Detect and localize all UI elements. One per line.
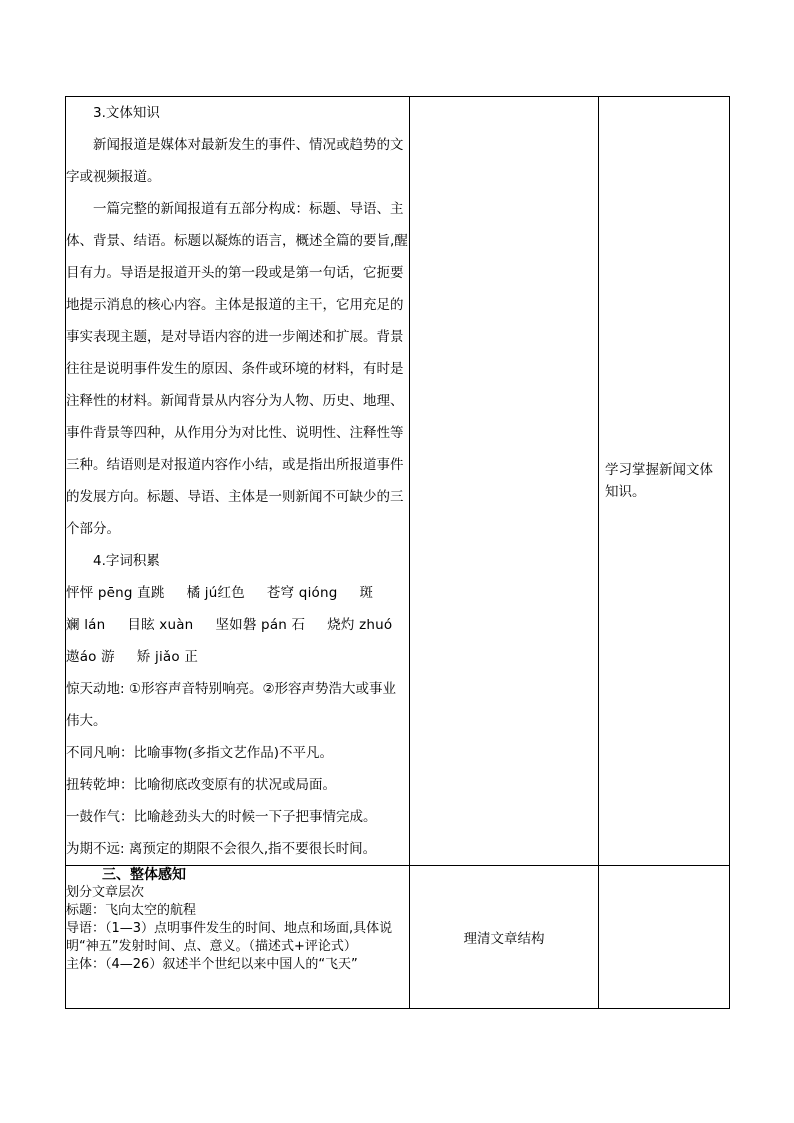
vocab-item: 斑 (359, 585, 374, 601)
content-cell (66, 97, 410, 866)
vocab-item: 遨áo 游 (66, 649, 115, 665)
content-cell (66, 866, 410, 1009)
vocab-line (66, 577, 409, 609)
idiom-entry: 不同凡响：比喻事物(多指文艺作品)不平凡。 (66, 745, 334, 761)
text-line: 划分文章层次 (66, 885, 145, 900)
vocab-item: 坚如磐 pán 石 (215, 617, 306, 633)
vocab-line (66, 641, 409, 673)
vocab-item: 矫 jiǎo 正 (136, 649, 199, 665)
goal-cell: 学习掌握新闻文体知识。 (599, 97, 730, 866)
section-title: 3.文体知识 (93, 105, 160, 121)
vocab-item: 橘 jú红色 (186, 585, 245, 601)
goal-cell: 理清文章结构 (410, 866, 599, 1009)
empty-cell (599, 866, 730, 1009)
table-row (66, 97, 730, 866)
table-row (66, 866, 730, 1009)
idiom-entry: 为期不远: 离预定的期限不会很久,指不要很长时间。 (66, 841, 377, 857)
text-line: 导语：（1—3）点明事件发生的时间、地点和场面,具体说明“神五”发射时间、点、意义。（描述式+评论式） (66, 921, 393, 954)
idiom-entry: 一鼓作气：比喻趁劲头大的时候一下子把事情完成。 (66, 809, 377, 825)
text-line: 标题：飞向太空的航程 (66, 903, 197, 918)
section-heading: 三、整体感知 (102, 867, 186, 883)
vocab-item: 斓 lán (66, 617, 106, 633)
idiom-entry: 惊天动地: ①形容声音特别响亮。②形容声势浩大或事业伟大。 (66, 681, 397, 729)
text-line: 主体：（4—26）叙述半个世纪以来中国人的“飞天” (66, 957, 358, 972)
paragraph: 一篇完整的新闻报道有五部分构成：标题、导语、主体、背景、结语。标题以凝炼的语言，概述全篇的要旨,醒目有力。导语是报道开头的第一段或是第一句话，它扼要地提示消息的核心内容。主体是报道的主干，它用充足的事实表现主题，是对导语内容的进一步阐述和扩展。背景往往是说明事件发生的原因、条件或环境的材料，有时是注释性的材料。新闻背景从内容分为人物、历史、地理、事件背景等四种，从作用分为对比性、说明性、注释性等三种。结语则是对报道内容作小结，或是指出所报道事件的发展方向。标题、导语、主体是一则新闻不可缺少的三个部分。 (66, 201, 408, 537)
vocab-item: 怦怦 pēng 直跳 (66, 585, 165, 601)
vocab-item: 苍穹 qióng (266, 585, 338, 601)
vocab-item: 目眩 xuàn (127, 617, 194, 633)
idiom-entry: 扭转乾坤：比喻彻底改变原有的状况或局面。 (66, 777, 336, 793)
lesson-plan-table (65, 96, 730, 1009)
vocab-line (66, 609, 409, 641)
activity-cell (410, 97, 599, 866)
vocab-title: 4.字词积累 (93, 553, 160, 569)
paragraph: 新闻报道是媒体对最新发生的事件、情况或趋势的文字或视频报道。 (66, 137, 404, 185)
vocab-item: 烧灼 zhuó (327, 617, 393, 633)
